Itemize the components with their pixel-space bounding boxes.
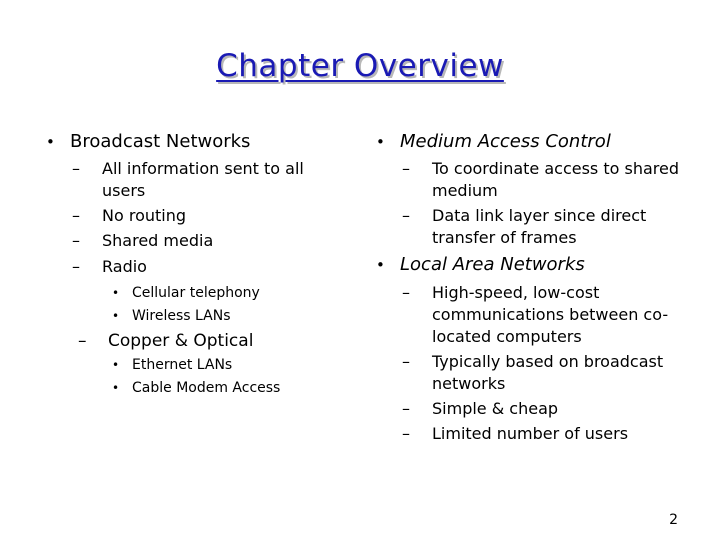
dash: –	[72, 159, 80, 178]
copper-text: Copper & Optical	[108, 331, 254, 351]
dash: –	[402, 352, 410, 371]
copper-subitem-text: Cable Modem Access	[132, 380, 281, 396]
page-number: 2	[669, 512, 678, 528]
slide-title: Chapter Overview	[216, 48, 504, 84]
copper-subitem	[112, 356, 233, 374]
broadcast-networks-heading: Broadcast Networks	[70, 131, 251, 152]
lan-item	[402, 351, 687, 395]
left-item-text: Shared media	[102, 231, 214, 250]
radio-subitem	[112, 307, 231, 325]
lan-item-text: High-speed, low-cost communications between co-located computers	[432, 283, 669, 346]
dash: –	[402, 159, 410, 178]
bullet-dot: •	[376, 133, 385, 151]
left-item-text: No routing	[102, 206, 187, 225]
left-item	[72, 230, 214, 252]
left-item	[72, 205, 187, 227]
dash: –	[402, 283, 410, 302]
bullet-local-area-networks	[376, 254, 585, 275]
left-item-text: All information sent to all users	[102, 159, 304, 200]
dash: –	[72, 206, 80, 225]
left-item-text: Radio	[102, 257, 147, 276]
lan-item	[402, 282, 682, 348]
lan-item	[402, 398, 559, 420]
lan-item-text: Typically based on broadcast networks	[432, 352, 664, 393]
bullet-dot: •	[112, 309, 120, 323]
left-item	[72, 256, 147, 278]
bullet-medium-access-control	[376, 131, 611, 152]
mac-heading: Medium Access Control	[400, 131, 611, 152]
mac-item-text: Data link layer since direct transfer of frames	[432, 206, 647, 247]
mac-item	[402, 158, 682, 202]
dash: –	[402, 399, 410, 418]
bullet-dot: •	[112, 381, 120, 395]
lan-item	[402, 423, 629, 445]
radio-subitem-text: Cellular telephony	[132, 285, 260, 301]
lan-item-text: Simple & cheap	[432, 399, 559, 418]
left-item-copper	[78, 330, 254, 352]
bullet-broadcast-networks	[46, 131, 251, 152]
dash: –	[72, 231, 80, 250]
radio-subitem	[112, 284, 260, 302]
lan-item-text: Limited number of users	[432, 424, 629, 443]
dash: –	[72, 257, 80, 276]
lan-heading: Local Area Networks	[400, 254, 585, 275]
radio-subitem-text: Wireless LANs	[132, 308, 231, 324]
dash: –	[402, 424, 410, 443]
left-item	[72, 158, 332, 202]
copper-subitem	[112, 379, 281, 397]
bullet-dot: •	[46, 133, 55, 151]
bullet-dot: •	[112, 358, 120, 372]
mac-item	[402, 205, 687, 249]
bullet-dot: •	[112, 286, 120, 300]
dash: –	[402, 206, 410, 225]
mac-item-text: To coordinate access to shared medium	[432, 159, 680, 200]
copper-subitem-text: Ethernet LANs	[132, 357, 233, 373]
dash: –	[78, 331, 87, 351]
bullet-dot: •	[376, 256, 385, 274]
